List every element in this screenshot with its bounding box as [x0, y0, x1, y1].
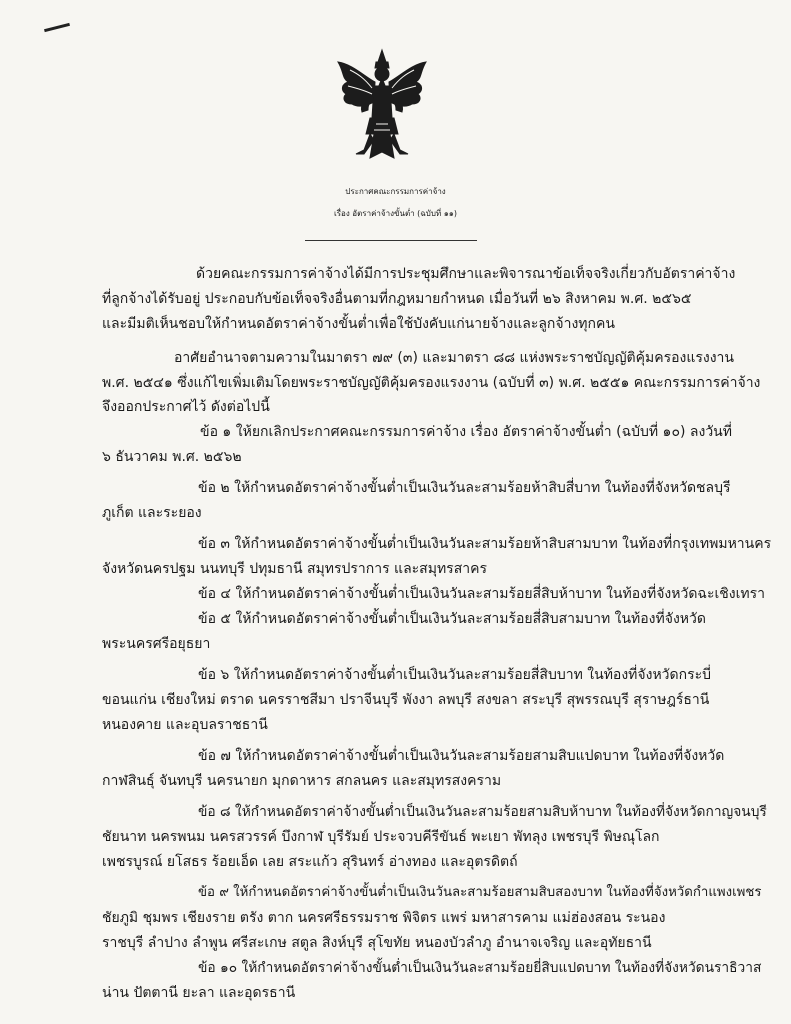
clause-8: ข้อ ๘ ให้กำหนดอัตราค่าจ้างขั้นต่ำเป็นเงินวันละสามร้อยสามสิบห้าบาท ในท้องที่จังหวัดกาญจนบุรี	[198, 804, 767, 820]
clause-3: ข้อ ๓ ให้กำหนดอัตราค่าจ้างขั้นต่ำเป็นเงินวันละสามร้อยห้าสิบสามบาท ในท้องที่กรุงเทพมหานคร	[198, 536, 772, 552]
clause-10-cont: น่าน ปัตตานี ยะลา และอุดรธานี	[102, 985, 296, 1001]
preamble-line: ด้วยคณะกรรมการค่าจ้างได้มีการประชุมศึกษาและพิจารณาข้อเท็จจริงเกี่ยวกับอัตราค่าจ้าง	[196, 266, 736, 282]
clause-9-cont: ชัยภูมิ ชุมพร เชียงราย ตรัง ตาก นครศรีธรรมราช พิจิตร แพร่ มหาสารคาม แม่ฮ่องสอน ระนอง	[102, 910, 666, 926]
clause-4: ข้อ ๔ ให้กำหนดอัตราค่าจ้างขั้นต่ำเป็นเงินวันละสามร้อยสี่สิบห้าบาท ในท้องที่จังหวัดฉะเชิงเทรา	[198, 586, 765, 602]
authority-line: อาศัยอำนาจตามความในมาตรา ๗๙ (๓) และมาตรา ๘๘ แห่งพระราชบัญญัติคุ้มครองแรงงาน	[174, 350, 734, 366]
clause-2: ข้อ ๒ ให้กำหนดอัตราค่าจ้างขั้นต่ำเป็นเงินวันละสามร้อยห้าสิบสี่บาท ในท้องที่จังหวัดชลบุรี	[198, 480, 731, 496]
clause-6-cont: ขอนแก่น เชียงใหม่ ตราด นครราชสีมา ปราจีนบุรี พังงา ลพบุรี สงขลา สระบุรี สุพรรณบุรี สุราษฎร์ธานี	[102, 692, 710, 708]
clause-9-cont: ราชบุรี ลำปาง ลำพูน ศรีสะเกษ สตูล สิงห์บุรี สุโขทัย หนองบัวลำภู อำนาจเจริญ และอุทัยธานี	[102, 935, 652, 951]
authority-line: พ.ศ. ๒๕๔๑ ซึ่งแก้ไขเพิ่มเติมโดยพระราชบัญญัติคุ้มครองแรงงาน (ฉบับที่ ๓) พ.ศ. ๒๕๕๑ คณะกรรมการค่าจ้าง	[102, 375, 761, 391]
clause-8-cont: ชัยนาท นครพนม นครสวรรค์ บึงกาฬ บุรีรัมย์ ประจวบคีรีขันธ์ พะเยา พัทลุง เพชรบุรี พิษณุโลก	[102, 829, 660, 845]
clause-5: ข้อ ๕ ให้กำหนดอัตราค่าจ้างขั้นต่ำเป็นเงินวันละสามร้อยสี่สิบสามบาท ในท้องที่จังหวัด	[198, 611, 706, 627]
clause-9: ข้อ ๙ ให้กำหนดอัตราค่าจ้างขั้นต่ำเป็นเงินวันละสามร้อยสามสิบสองบาท ในท้องที่จังหวัดกำแพงเพชร	[198, 885, 762, 900]
announcement-title: ประกาศคณะกรรมการค่าจ้าง	[345, 187, 446, 196]
clause-1: ข้อ ๑ ให้ยกเลิกประกาศคณะกรรมการค่าจ้าง เรื่อง อัตราค่าจ้างขั้นต่ำ (ฉบับที่ ๑๐) ลงวันที่	[200, 424, 732, 440]
clause-7-cont: กาฬสินธุ์ จันทบุรี นครนายก มุกดาหาร สกลนคร และสมุทรสงคราม	[102, 773, 502, 789]
clause-10: ข้อ ๑๐ ให้กำหนดอัตราค่าจ้างขั้นต่ำเป็นเงินวันละสามร้อยยี่สิบแปดบาท ในท้องที่จังหวัดนราธิวาส	[198, 960, 762, 976]
clause-2-cont: ภูเก็ต และระยอง	[102, 505, 202, 521]
title-divider	[305, 240, 477, 241]
authority-line: จึงออกประกาศไว้ ดังต่อไปนี้	[102, 399, 270, 415]
preamble-line: และมีมติเห็นชอบให้กำหนดอัตราค่าจ้างขั้นต่ำเพื่อใช้บังคับแก่นายจ้างและลูกจ้างทุกคน	[102, 316, 615, 332]
clause-5-cont: พระนครศรีอยุธยา	[102, 636, 211, 652]
clause-6: ข้อ ๖ ให้กำหนดอัตราค่าจ้างขั้นต่ำเป็นเงินวันละสามร้อยสี่สิบบาท ในท้องที่จังหวัดกระบี่	[198, 667, 712, 683]
clause-8-cont: เพชรบูรณ์ ยโสธร ร้อยเอ็ด เลย สระแก้ว สุรินทร์ อ่างทอง และอุตรดิตถ์	[102, 854, 518, 870]
clause-3-cont: จังหวัดนครปฐม นนทบุรี ปทุมธานี สมุทรปราการ และสมุทรสาคร	[102, 561, 487, 577]
preamble-line: ที่ลูกจ้างได้รับอยู่ ประกอบกับข้อเท็จจริงอื่นตามที่กฎหมายกำหนด เมื่อวันที่ ๒๖ สิงหาคม พ.ศ. ๒๕๖๕	[102, 291, 692, 307]
clause-7: ข้อ ๗ ให้กำหนดอัตราค่าจ้างขั้นต่ำเป็นเงินวันละสามร้อยสามสิบแปดบาท ในท้องที่จังหวัด	[198, 748, 725, 764]
pen-mark	[44, 23, 70, 32]
clause-1-cont: ๖ ธันวาคม พ.ศ. ๒๕๖๒	[102, 449, 242, 465]
clause-6-cont: หนองคาย และอุบลราชธานี	[102, 717, 268, 733]
announcement-subject: เรื่อง อัตราค่าจ้างขั้นต่ำ (ฉบับที่ ๑๑)	[334, 209, 457, 218]
garuda-emblem-icon	[334, 48, 430, 160]
